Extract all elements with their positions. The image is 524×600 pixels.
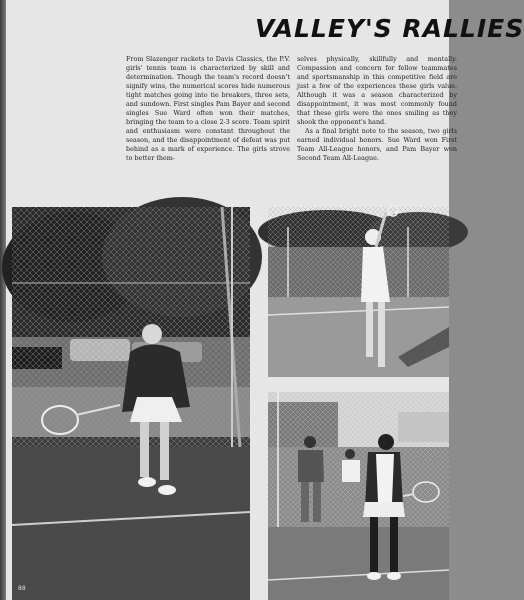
photo-tennis-player-serve — [268, 207, 449, 377]
page-title: VALLEY'S RALLIES — [255, 14, 524, 43]
article-paragraph-2: selves physically, skillfully and mentally. Compassion and concern for fellow teammates and sportsmanship in this competitive field are just a few of the experiences these girls value. Although it was a season characterized by disappointment, it was most commonly found that these girls were the ones smiling as they shook the opponent's hand. — [297, 55, 457, 126]
article-column-right — [297, 55, 457, 165]
photo-tennis-doubles — [268, 392, 449, 600]
photo-tennis-player-forehand — [12, 207, 250, 600]
article-column-left — [126, 55, 290, 165]
article-paragraph-3: As a final bright note to the season, two girls earned individual honors. Sue Ward won First Team All-League honors, and Pam Bayer won Second Team All-League. — [297, 127, 457, 162]
article-paragraph-1: From Slazenger rackets to Davis Classics, the P.V. girls' tennis team is characterized by skill and determination. Though the team's record doesn't signify wins, the numerical scores hide numerous tight matches going into tie breakers, three sets, and sundown. First singles Pam Bayer and second singles Sue Ward often won their matches, bringing the team to a close 2-3 score. Team spirit and enthusiasm were constant throughout the season, and the disappointment of defeat was put behind as a mark of experience. The girls strove to better them- — [126, 55, 290, 162]
page-number: 88 — [18, 585, 26, 592]
